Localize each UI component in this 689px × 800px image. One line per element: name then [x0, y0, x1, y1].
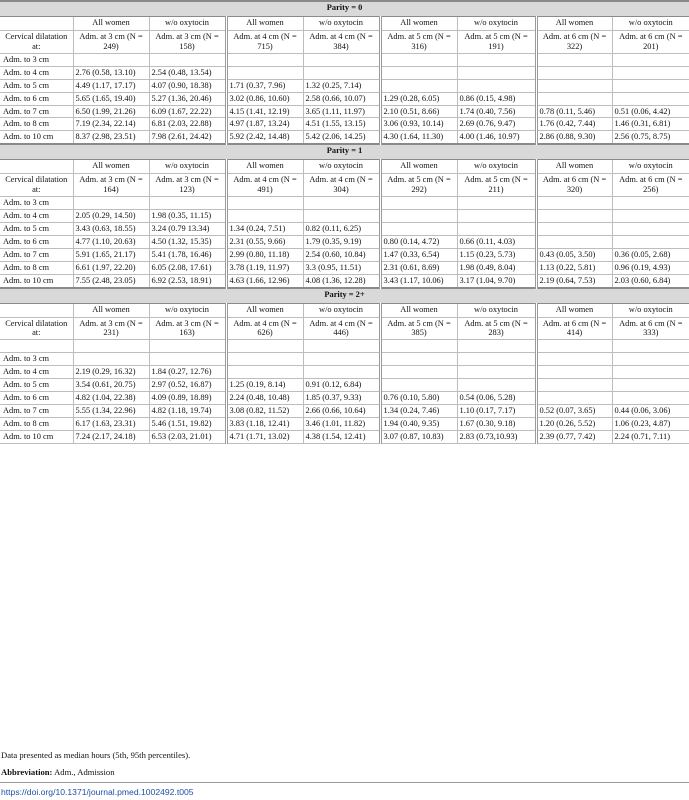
corner-cell: [0, 17, 73, 31]
table-cell: [612, 53, 689, 66]
group-header: All women: [380, 303, 457, 317]
column-header: Adm. at 4 cm (N = 304): [303, 174, 380, 197]
table-cell: [303, 210, 380, 223]
column-header: Adm. at 5 cm (N = 385): [380, 317, 457, 340]
empty-cell: [149, 340, 226, 353]
corner-cell: [0, 303, 73, 317]
table-row: [0, 417, 689, 430]
table-cell: [612, 210, 689, 223]
corner-cell: [0, 160, 73, 174]
row-label: Adm. to 8 cm: [0, 118, 73, 131]
row-label: Adm. to 3 cm: [0, 353, 73, 366]
table-cell: 4.71 (1.71, 13.02): [226, 430, 303, 443]
row-label: Adm. to 5 cm: [0, 79, 73, 92]
row-label: Adm. to 8 cm: [0, 417, 73, 430]
table-cell: 4.82 (1.04, 22.38): [73, 392, 149, 405]
section-title: Parity = 0: [0, 1, 689, 17]
table-row: [0, 79, 689, 92]
row-header-label: Cervical dilatation at:: [0, 31, 73, 54]
table-cell: 2.24 (0.48, 10.48): [226, 392, 303, 405]
table-cell: 2.86 (0.88, 9.30): [536, 131, 612, 144]
table-cell: 7.98 (2.61, 24.42): [149, 131, 226, 144]
doi-link[interactable]: https://doi.org/10.1371/journal.pmed.1002492.t005: [1, 787, 194, 797]
table-cell: 2.76 (0.58, 13.10): [73, 66, 149, 79]
table-cell: [73, 197, 149, 210]
group-header: w/o oxytocin: [303, 17, 380, 31]
table-row: [0, 405, 689, 418]
table-cell: [536, 366, 612, 379]
section-title-row: [0, 288, 689, 304]
table-cell: 6.09 (1.67, 22.22): [149, 105, 226, 118]
group-header: All women: [226, 17, 303, 31]
table-row: [0, 274, 689, 287]
table-cell: 2.31 (0.61, 8.69): [380, 261, 457, 274]
table-cell: 7.24 (2.17, 24.18): [73, 430, 149, 443]
table-cell: 2.83 (0.73,10.93): [457, 430, 536, 443]
table-cell: [536, 92, 612, 105]
table-cell: 1.79 (0.35, 9.19): [303, 235, 380, 248]
table-cell: 4.08 (1.36, 12.28): [303, 274, 380, 287]
empty-cell: [73, 340, 149, 353]
group-header: w/o oxytocin: [303, 303, 380, 317]
column-header: Adm. at 5 cm (N = 191): [457, 31, 536, 54]
table-cell: 4.82 (1.18, 19.74): [149, 405, 226, 418]
table-cell: 6.81 (2.03, 22.88): [149, 118, 226, 131]
table-row: [0, 392, 689, 405]
table-cell: 0.86 (0.15, 4.98): [457, 92, 536, 105]
table-cell: 4.07 (0.90, 18.38): [149, 79, 226, 92]
table-cell: 1.29 (0.28, 6.05): [380, 92, 457, 105]
table-cell: 1.15 (0.23, 5.73): [457, 248, 536, 261]
row-label: Adm. to 4 cm: [0, 366, 73, 379]
table-cell: 2.19 (0.64, 7.53): [536, 274, 612, 287]
table-cell: 2.03 (0.60, 6.84): [612, 274, 689, 287]
empty-cell: [536, 340, 612, 353]
table-cell: [457, 53, 536, 66]
row-label: Adm. to 6 cm: [0, 92, 73, 105]
table-row: [0, 366, 689, 379]
table-cell: 1.84 (0.27, 12.76): [149, 366, 226, 379]
table-cell: [612, 235, 689, 248]
column-header: Adm. at 6 cm (N = 333): [612, 317, 689, 340]
table-cell: 2.58 (0.66, 10.07): [303, 92, 380, 105]
table-cell: 4.51 (1.55, 13.15): [303, 118, 380, 131]
table-cell: 3.43 (1.17, 10.06): [380, 274, 457, 287]
footnote: Data presented as median hours (5th, 95th percentiles).: [1, 750, 191, 760]
group-header: w/o oxytocin: [149, 17, 226, 31]
table-cell: [226, 197, 303, 210]
group-header: All women: [380, 17, 457, 31]
table-cell: 2.31 (0.55, 9.66): [226, 235, 303, 248]
table-cell: 4.63 (1.66, 12.96): [226, 274, 303, 287]
table-cell: 4.30 (1.64, 11.30): [380, 131, 457, 144]
table-cell: 5.55 (1.34, 22.96): [73, 405, 149, 418]
table-cell: 4.49 (1.17, 17.17): [73, 79, 149, 92]
table-cell: 5.65 (1.65, 19.40): [73, 92, 149, 105]
table-cell: [380, 66, 457, 79]
table-cell: [380, 222, 457, 235]
table-cell: 2.39 (0.77, 7.42): [536, 430, 612, 443]
table-cell: [457, 366, 536, 379]
table-cell: 2.66 (0.66, 10.64): [303, 405, 380, 418]
column-header: Adm. at 5 cm (N = 316): [380, 31, 457, 54]
table-cell: 0.52 (0.07, 3.65): [536, 405, 612, 418]
table-cell: [612, 79, 689, 92]
table-cell: [73, 353, 149, 366]
column-header: Adm. at 6 cm (N = 320): [536, 174, 612, 197]
table-cell: 0.54 (0.06, 5.28): [457, 392, 536, 405]
row-label: Adm. to 3 cm: [0, 53, 73, 66]
table-cell: 1.13 (0.22, 5.81): [536, 261, 612, 274]
table-row: [0, 379, 689, 392]
table-cell: 0.36 (0.05, 2.68): [612, 248, 689, 261]
column-header: Adm. at 6 cm (N = 201): [612, 31, 689, 54]
column-header: Adm. at 4 cm (N = 626): [226, 317, 303, 340]
table-cell: 0.43 (0.05, 3.50): [536, 248, 612, 261]
abbreviation-note: [0, 767, 689, 777]
group-header-row: [0, 17, 689, 31]
row-label: Adm. to 10 cm: [0, 430, 73, 443]
table-cell: [226, 366, 303, 379]
table-cell: 4.09 (0.89, 18.89): [149, 392, 226, 405]
row-label: Adm. to 7 cm: [0, 248, 73, 261]
table-cell: [536, 353, 612, 366]
table-cell: [457, 197, 536, 210]
table-cell: 2.69 (0.76, 9.47): [457, 118, 536, 131]
empty-cell: [457, 340, 536, 353]
table-cell: 1.47 (0.33, 6.54): [380, 248, 457, 261]
empty-cell: [303, 340, 380, 353]
table-cell: 5.91 (1.65, 21.17): [73, 248, 149, 261]
row-label: Adm. to 4 cm: [0, 210, 73, 223]
table-cell: 3.46 (1.01, 11.82): [303, 417, 380, 430]
table-cell: 6.17 (1.63, 23.31): [73, 417, 149, 430]
table-cell: 8.37 (2.98, 23.51): [73, 131, 149, 144]
table-cell: [612, 379, 689, 392]
table-cell: 4.50 (1.32, 15.35): [149, 235, 226, 248]
section-title: Parity = 1: [0, 144, 689, 160]
column-header: Adm. at 4 cm (N = 446): [303, 317, 380, 340]
table-cell: 3.54 (0.61, 20.75): [73, 379, 149, 392]
table-cell: [612, 353, 689, 366]
table-cell: [226, 210, 303, 223]
group-header: w/o oxytocin: [612, 303, 689, 317]
table-cell: 3.17 (1.04, 9.70): [457, 274, 536, 287]
table-cell: 1.76 (0.42, 7.44): [536, 118, 612, 131]
table-row: [0, 105, 689, 118]
table-cell: 2.19 (0.29, 16.32): [73, 366, 149, 379]
row-header-label: Cervical dilatation at:: [0, 317, 73, 340]
table-cell: 1.10 (0.17, 7.17): [457, 405, 536, 418]
row-label: Adm. to 7 cm: [0, 405, 73, 418]
table-cell: 2.54 (0.48, 13.54): [149, 66, 226, 79]
row-label: Adm. to 8 cm: [0, 261, 73, 274]
table-cell: [380, 79, 457, 92]
table-cell: 5.92 (2.42, 14.48): [226, 131, 303, 144]
table-cell: [303, 197, 380, 210]
column-header-row: [0, 317, 689, 340]
table-cell: [536, 53, 612, 66]
column-header: Adm. at 4 cm (N = 384): [303, 31, 380, 54]
group-header: All women: [536, 303, 612, 317]
table-cell: 3.3 (0.95, 11.51): [303, 261, 380, 274]
table-cell: [380, 210, 457, 223]
table-cell: [536, 379, 612, 392]
row-label: Adm. to 5 cm: [0, 379, 73, 392]
table-row: [0, 92, 689, 105]
table-cell: 2.56 (0.75, 8.75): [612, 131, 689, 144]
abbreviation-text: Adm., Admission: [52, 767, 115, 777]
section-title: Parity = 2+: [0, 288, 689, 304]
section-title-row: [0, 144, 689, 160]
table-cell: 7.19 (2.34, 22.14): [73, 118, 149, 131]
group-header: All women: [73, 303, 149, 317]
table-cell: [149, 353, 226, 366]
row-label: Adm. to 4 cm: [0, 66, 73, 79]
table-cell: [457, 353, 536, 366]
table-cell: 3.07 (0.87, 10.83): [380, 430, 457, 443]
divider: [0, 782, 689, 783]
table-cell: [380, 366, 457, 379]
table-cell: 2.05 (0.29, 14.50): [73, 210, 149, 223]
table-cell: 0.51 (0.06, 4.42): [612, 105, 689, 118]
table-cell: 0.82 (0.11, 6.25): [303, 222, 380, 235]
table-cell: 0.96 (0.19, 4.93): [612, 261, 689, 274]
column-header: Adm. at 6 cm (N = 414): [536, 317, 612, 340]
table-cell: 4.97 (1.87, 13.24): [226, 118, 303, 131]
table-cell: 5.42 (2.06, 14.25): [303, 131, 380, 144]
table-cell: 2.24 (0.71, 7.11): [612, 430, 689, 443]
table-cell: 1.98 (0.35, 11.15): [149, 210, 226, 223]
table-cell: [380, 379, 457, 392]
column-header: Adm. at 6 cm (N = 322): [536, 31, 612, 54]
table-cell: 3.02 (0.86, 10.60): [226, 92, 303, 105]
table-row: [0, 66, 689, 79]
table-cell: 0.66 (0.11, 4.03): [457, 235, 536, 248]
table-cell: [536, 235, 612, 248]
table-row: [0, 53, 689, 66]
table-cell: 5.27 (1.36, 20.46): [149, 92, 226, 105]
group-header: All women: [536, 160, 612, 174]
table-cell: 1.98 (0.49, 8.04): [457, 261, 536, 274]
table-row: [0, 210, 689, 223]
table-cell: 3.06 (0.93, 10.14): [380, 118, 457, 131]
row-label: Adm. to 10 cm: [0, 131, 73, 144]
table-cell: 2.97 (0.52, 16.87): [149, 379, 226, 392]
group-header: All women: [226, 303, 303, 317]
section-title-row: [0, 1, 689, 17]
table-cell: [612, 92, 689, 105]
table-cell: 3.83 (1.18, 12.41): [226, 417, 303, 430]
table-cell: 3.08 (0.82, 11.52): [226, 405, 303, 418]
table-cell: 1.34 (0.24, 7.46): [380, 405, 457, 418]
table-cell: [536, 392, 612, 405]
table-cell: 1.20 (0.26, 5.52): [536, 417, 612, 430]
table-cell: [536, 197, 612, 210]
table-cell: [303, 66, 380, 79]
table-cell: 3.78 (1.19, 11.97): [226, 261, 303, 274]
table-cell: 1.06 (0.23, 4.87): [612, 417, 689, 430]
table-cell: 4.77 (1.10, 20.63): [73, 235, 149, 248]
group-header: w/o oxytocin: [457, 160, 536, 174]
group-header: w/o oxytocin: [612, 160, 689, 174]
table-cell: 2.10 (0.51, 8.66): [380, 105, 457, 118]
empty-cell: [612, 340, 689, 353]
table-cell: 4.00 (1.46, 10.97): [457, 131, 536, 144]
table-cell: [612, 66, 689, 79]
table-cell: [536, 222, 612, 235]
table-cell: 1.85 (0.37, 9.33): [303, 392, 380, 405]
row-label: Adm. to 3 cm: [0, 197, 73, 210]
table-cell: 2.54 (0.60, 10.84): [303, 248, 380, 261]
table-cell: 1.32 (0.25, 7.14): [303, 79, 380, 92]
column-header: Adm. at 3 cm (N = 158): [149, 31, 226, 54]
table-cell: [380, 53, 457, 66]
table-cell: 1.71 (0.37, 7.96): [226, 79, 303, 92]
table-cell: 1.94 (0.40, 9.35): [380, 417, 457, 430]
table-row: [0, 197, 689, 210]
abbreviation-label: Abbreviation:: [1, 767, 53, 777]
row-label: Adm. to 10 cm: [0, 274, 73, 287]
table-cell: 6.05 (2.08, 17.61): [149, 261, 226, 274]
table-cell: 3.65 (1.11, 11.97): [303, 105, 380, 118]
table-cell: 6.92 (2.53, 18.91): [149, 274, 226, 287]
table-cell: 0.91 (0.12, 6.84): [303, 379, 380, 392]
table-cell: [612, 392, 689, 405]
table-cell: [612, 222, 689, 235]
column-header: Adm. at 3 cm (N = 163): [149, 317, 226, 340]
group-header-row: [0, 160, 689, 174]
table-cell: 0.76 (0.10, 5.80): [380, 392, 457, 405]
table-row: [0, 118, 689, 131]
group-header: w/o oxytocin: [457, 303, 536, 317]
table-cell: 1.46 (0.31, 6.81): [612, 118, 689, 131]
empty-cell: [380, 340, 457, 353]
table-cell: 3.43 (0.63, 18.55): [73, 222, 149, 235]
table-cell: 2.99 (0.80, 11.18): [226, 248, 303, 261]
column-header-row: [0, 174, 689, 197]
row-label: Adm. to 6 cm: [0, 392, 73, 405]
table-cell: [457, 210, 536, 223]
group-header: w/o oxytocin: [457, 17, 536, 31]
table-cell: 1.74 (0.40, 7.56): [457, 105, 536, 118]
column-header: Adm. at 5 cm (N = 283): [457, 317, 536, 340]
table-cell: 0.78 (0.11, 5.46): [536, 105, 612, 118]
column-header-row: [0, 31, 689, 54]
group-header: All women: [380, 160, 457, 174]
table-row: [0, 222, 689, 235]
table-cell: 5.46 (1.51, 19.82): [149, 417, 226, 430]
column-header: Adm. at 6 cm (N = 256): [612, 174, 689, 197]
table-cell: 1.25 (0.19, 8.14): [226, 379, 303, 392]
table-cell: [226, 53, 303, 66]
table-cell: [612, 366, 689, 379]
table-cell: 6.53 (2.03, 21.01): [149, 430, 226, 443]
table-cell: 5.41 (1.78, 16.46): [149, 248, 226, 261]
row-label: Adm. to 7 cm: [0, 105, 73, 118]
table-cell: [380, 197, 457, 210]
spacer-row: [0, 340, 689, 353]
table-cell: [149, 197, 226, 210]
table-cell: 3.24 (0.79 13.34): [149, 222, 226, 235]
empty-cell: [226, 340, 303, 353]
group-header: w/o oxytocin: [149, 303, 226, 317]
table-cell: 1.67 (0.30, 9.18): [457, 417, 536, 430]
table-cell: [226, 353, 303, 366]
table-cell: [457, 66, 536, 79]
table-cell: [457, 379, 536, 392]
group-header: w/o oxytocin: [612, 17, 689, 31]
table-row: [0, 235, 689, 248]
column-header: Adm. at 3 cm (N = 123): [149, 174, 226, 197]
column-header: Adm. at 4 cm (N = 491): [226, 174, 303, 197]
table-cell: [380, 353, 457, 366]
column-header: Adm. at 3 cm (N = 249): [73, 31, 149, 54]
table-row: [0, 430, 689, 443]
table-cell: [457, 79, 536, 92]
table-cell: 4.38 (1.54, 12.41): [303, 430, 380, 443]
table-cell: [536, 79, 612, 92]
column-header: Adm. at 4 cm (N = 715): [226, 31, 303, 54]
empty-cell: [0, 340, 73, 353]
table-cell: 0.44 (0.06, 3.06): [612, 405, 689, 418]
table-cell: [149, 53, 226, 66]
group-header: All women: [226, 160, 303, 174]
table-cell: [303, 53, 380, 66]
group-header: w/o oxytocin: [303, 160, 380, 174]
table-cell: [536, 66, 612, 79]
table-cell: 4.15 (1.41, 12.19): [226, 105, 303, 118]
table-cell: 0.80 (0.14, 4.72): [380, 235, 457, 248]
table-cell: 1.34 (0.24, 7.51): [226, 222, 303, 235]
table-row: [0, 261, 689, 274]
group-header: w/o oxytocin: [149, 160, 226, 174]
row-header-label: Cervical dilatation at:: [0, 174, 73, 197]
group-header: All women: [536, 17, 612, 31]
row-label: Adm. to 6 cm: [0, 235, 73, 248]
table-cell: [303, 366, 380, 379]
table-cell: [457, 222, 536, 235]
table-row: [0, 248, 689, 261]
table-cell: [536, 210, 612, 223]
table-cell: [226, 66, 303, 79]
column-header: Adm. at 3 cm (N = 231): [73, 317, 149, 340]
table-cell: [303, 353, 380, 366]
table-row: [0, 131, 689, 144]
table-row: [0, 353, 689, 366]
column-header: Adm. at 5 cm (N = 292): [380, 174, 457, 197]
group-header: All women: [73, 160, 149, 174]
column-header: Adm. at 5 cm (N = 211): [457, 174, 536, 197]
group-header: All women: [73, 17, 149, 31]
table-cell: [612, 197, 689, 210]
table-cell: [73, 53, 149, 66]
table-cell: 7.55 (2.48, 23.05): [73, 274, 149, 287]
column-header: Adm. at 3 cm (N = 164): [73, 174, 149, 197]
group-header-row: [0, 303, 689, 317]
row-label: Adm. to 5 cm: [0, 222, 73, 235]
table-cell: 6.61 (1.97, 22.20): [73, 261, 149, 274]
table-cell: 6.50 (1.99, 21.26): [73, 105, 149, 118]
